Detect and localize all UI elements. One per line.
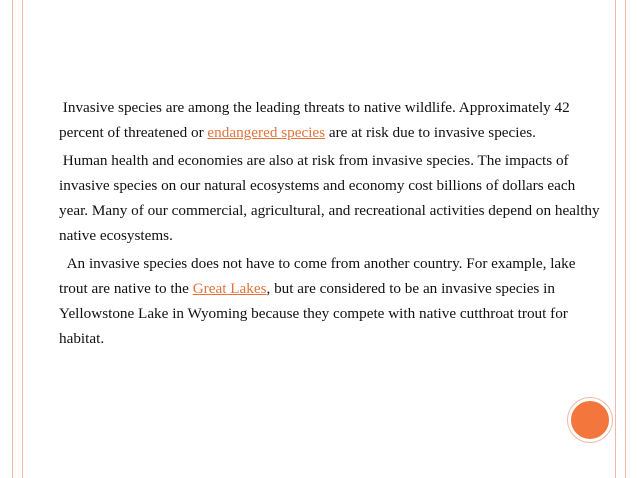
border-line-right-inner [615, 0, 616, 478]
paragraph-3-text: An invasive species does not have to come from another country. For example, lake trout are native to the [59, 255, 576, 297]
slide-body [59, 95, 604, 354]
border-line-right-outer [625, 0, 626, 478]
paragraph-3 [59, 251, 604, 351]
decorative-circle-icon [568, 398, 612, 442]
paragraph-2 [59, 148, 604, 248]
border-line-left-inner [22, 0, 23, 478]
great-lakes-link[interactable]: Great Lakes [192, 280, 267, 297]
paragraph-1 [59, 95, 604, 145]
paragraph-3-text-after: , but are considered to be an invasive species in Yellowstone Lake in Wyoming because they compete with native cutthroat trout for habitat. [59, 280, 568, 347]
border-line-left-outer [12, 0, 13, 478]
paragraph-1-text: Invasive species are among the leading threats to native wildlife. Approximately 42 percent of threatened or [59, 99, 570, 141]
endangered-species-link[interactable]: endangered species [207, 124, 326, 141]
paragraph-1-text-after: are at risk due to invasive species. [325, 124, 536, 141]
paragraph-2-text: Human health and economies are also at risk from invasive species. The impacts of invasive species on our natural ecosystems and economy cost billions of dollars each year. Many of our commercial, agricultural, and recreational activities depend on healthy native ecosystems. [59, 152, 600, 244]
